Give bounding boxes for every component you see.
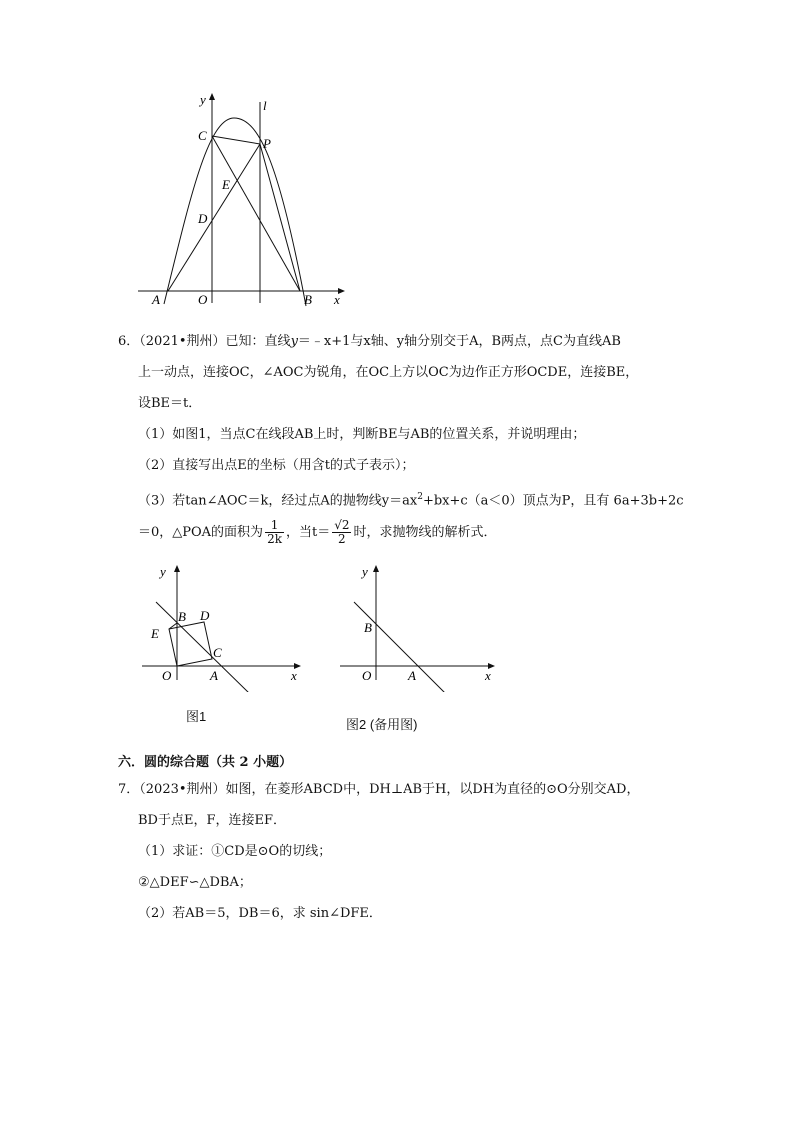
problem6-line2: 上一动点，连接OC，∠AOC为锐角，在OC上方以OC为边作正方形OCDE，连接BE， <box>138 365 639 380</box>
fig1-label-D: D <box>200 608 210 623</box>
problem7-line1: 7．（2023•荆州）如图，在菱形ABCD中，DH⊥AB于H，以DH为直径的⊙O分别交AD， <box>118 782 640 797</box>
problem7-source: （2023•荆州） <box>139 782 226 797</box>
problem6-line3: 设BE＝t． <box>138 396 202 411</box>
parabola-figure <box>130 88 360 310</box>
problem7-q1: （1）求证：①CD是⊙O的切线； <box>138 844 332 859</box>
segment-CP <box>212 136 260 144</box>
problem6-q2: （2）直接写出点E的坐标（用含t的式子表示）； <box>138 458 415 473</box>
segment-AP <box>168 144 260 291</box>
problem7-line2: BD于点E，F，连接EF． <box>138 813 286 828</box>
figure-2 <box>336 562 506 692</box>
label-D: D <box>198 211 208 226</box>
problem7-q1b: ②△DEF∽△DBA； <box>138 875 252 890</box>
fig1-label-B: B <box>178 609 186 624</box>
fig1-label-O: O <box>162 668 172 683</box>
label-P: P <box>263 136 271 151</box>
problem6-q3-line2: ＝0，△POA的面积为 $\frac{1}{2k}$ ，当t＝ $\frac{√2}{2}$ 时，求抛物线的解析式． <box>138 518 497 546</box>
section-heading: 六．圆的综合题（共 2 小题） <box>118 755 293 770</box>
label-y: y <box>200 92 206 107</box>
fig1-label-C: C <box>213 645 222 660</box>
problem6-source: （2021•荆州） <box>139 334 226 349</box>
problem7-number: 7． <box>118 782 140 797</box>
label-l: l <box>263 98 267 113</box>
fig1-square-OCDE <box>169 622 212 666</box>
problem6-line1: 6．（2021•荆州）已知：直线y＝﹣x+1与x轴、y轴分别交于A，B两点，点C为直线AB <box>118 334 621 349</box>
figure-1 <box>138 562 308 692</box>
fig1-label-E: E <box>151 626 159 641</box>
figure1-caption: 图1 <box>186 709 207 724</box>
label-O: O <box>198 292 208 307</box>
figure2-caption: 图2 (备用图) <box>346 717 418 732</box>
problem6-q1: （1）如图1，当点C在线段AB上时，判断BE与AB的位置关系，并说明理由； <box>138 427 586 442</box>
fig2-label-A: A <box>408 668 416 683</box>
label-x: x <box>334 292 340 307</box>
label-C: C <box>198 128 207 143</box>
problem6-q3-line1: （3）若tan∠AOC＝k，经过点A的抛物线$y=ax^2+bx+c(a<0)$顶点为P，且有 6a+3b+2c <box>138 492 684 509</box>
fig2-label-y: y <box>362 564 368 579</box>
fig1-label-x: x <box>291 668 297 683</box>
fig1-label-A: A <box>210 668 218 683</box>
problem6-number: 6． <box>118 334 140 349</box>
label-B: B <box>304 292 312 307</box>
fraction-1-over-2k: $\frac{1}{2k}$ <box>267 518 282 546</box>
label-A: A <box>152 292 160 307</box>
segment-PB <box>260 144 300 291</box>
fig2-label-B: B <box>364 620 372 635</box>
fig1-label-y: y <box>160 564 166 579</box>
fig2-label-x: x <box>485 668 491 683</box>
parabola-curve <box>164 118 306 306</box>
fig2-label-O: O <box>362 668 372 683</box>
fraction-sqrt2-over-2: $\frac{√2}{2}$ <box>334 518 350 546</box>
problem7-q2: （2）若AB＝5，DB＝6，求 sin∠DFE． <box>138 906 382 921</box>
label-E: E <box>222 177 230 192</box>
segment-CB <box>212 136 300 291</box>
